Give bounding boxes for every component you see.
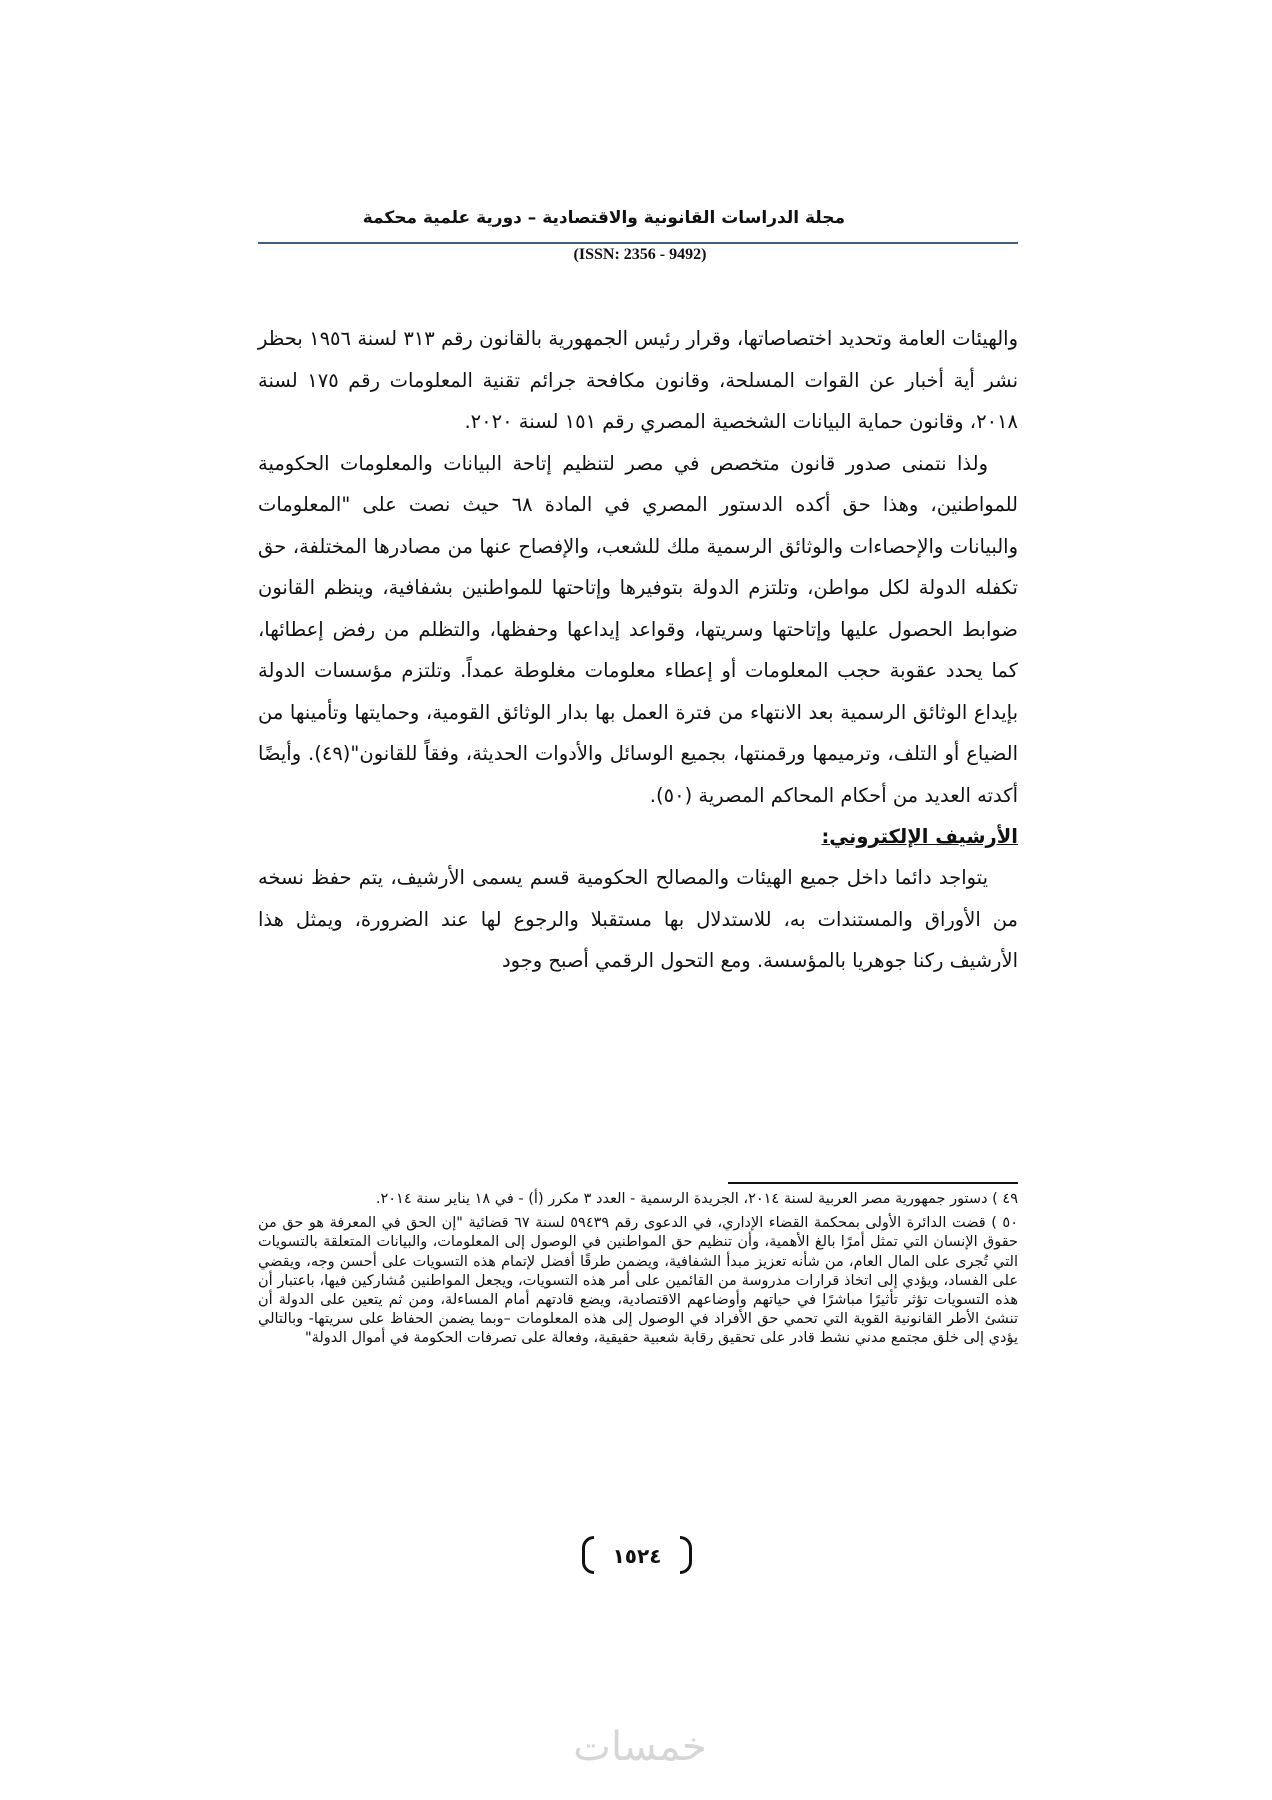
paragraph-2: ولذا نتمنى صدور قانون متخصص في مصر لتنظيم إتاحة البيانات والمعلومات الحكومية للمواطنين، وهذا حق أكده الدستور المصري في المادة ٦٨ حيث نصت على "المعلومات والبيانات والإحصاءات والوثائق الرسمية ملك للشعب، والإفصاح عنها من مصادرها المختلفة، حق تكفله الدولة لكل مواطن، وتلتزم الدولة بتوفيرها وإتاحتها للمواطنين بشفافية، وينظم القانون ضوابط الحصول عليها وإتاحتها وسريتها، وقواعد إيداعها وحفظها، والتظلم من رفض إعطائها، كما يحدد عقوبة حجب المعلومات أو إعطاء معلومات مغلوطة عمداً. وتلتزم مؤسسات الدولة بإيداع الوثائق الرسمية بعد الانتهاء من فترة العمل بها بدار الوثائق القومية، وحمايتها وتأمينها من الضياع أو التلف، وترميمها ورقمنتها، بجميع الوسائل والأدوات الحديثة، وفقاً للقانون"(٤٩). وأيضًا أكدته العديد من أحكام المحاكم المصرية (٥٠).: [258, 451, 1018, 807]
header-rule: [258, 242, 1018, 244]
paragraph-1: والهيئات العامة وتحديد اختصاصاتها، وقرار رئيس الجمهورية بالقانون رقم ٣١٣ لسنة ١٩٥٦ بحظر نشر أية أخبار عن القوات المسلحة، وقانون مكافحة جرائم تقنية المعلومات رقم ١٧٥ لسنة ٢٠١٨، وقانون حماية البيانات الشخصية المصري رقم ١٥١ لسنة ٢٠٢٠.: [258, 327, 1019, 433]
bracket-left-icon: [582, 1536, 594, 1574]
page-number: [582, 1536, 692, 1576]
paragraph-3: يتواجد دائما داخل جميع الهيئات والمصالح الحكومية قسم يسمى الأرشيف، يتم حفظ نسخه من الأوراق والمستندات به، للاستدلال بها مستقبلا والرجوع لها عند الضرورة، ويمثل هذا الأرشيف ركنا جوهريا بالمؤسسة. ومع التحول الرقمي أصبح وجود: [258, 866, 1018, 972]
issn: (ISSN: 2356 - 9492): [573, 246, 707, 263]
section-title: الأرشيف الإلكتروني:: [821, 825, 1018, 848]
page-number-text: ١٥٢٤: [612, 1544, 662, 1568]
footnotes: [258, 1190, 1018, 1354]
watermark-logo: خمسات: [573, 1724, 707, 1770]
footnote-separator: [728, 1182, 1018, 1184]
bracket-right-icon: [680, 1536, 692, 1574]
footnote-50: ٥٠ ) قضت الدائرة الأولى بمحكمة القضاء الإداري، في الدعوى رقم ٥٩٤٣٩ لسنة ٦٧ قضائية "إن الحق في المعرفة هو حق من حقوق الإنسان التي تمثل أمرًا بالغ الأهمية، وأن تنظيم حق المواطنين في الوصول إلى المعلومات، والبيانات المتعلقة بالتسويات التي تُجرى على المال العام، من شأنه تعزيز مبدأ الشفافية، ويضمن طرقًا أفضل لإتمام هذه التسويات على أحسن وجه، ويقضي على الفساد، ويؤدي إلى اتخاذ قرارات مدروسة من القائمين على أمر هذه التسويات، ويجعل المواطنين مُشاركين فيها، باعتبار أن هذه التسويات تؤثر تأثيرًا مباشرًا في حياتهم وأوضاعهم الاقتصادية، ويضع قادتهم أمام المساءلة، ومن ثم يتعين على الدولة أن تنشئ الأطر القانونية القوية التي تحمي حق الأفراد في الوصول إلى هذه المعلومات –وبما يضمن الحفاظ على سريتها- وبالتالي يؤدي إلى خلق مجتمع مدني نشط قادر على تحقيق رقابة شعبية حقيقية، وفعالة على تصرفات الحكومة في أموال الدولة": [258, 1215, 1018, 1347]
main-text: [258, 318, 1018, 982]
journal-title: مجلة الدراسات القانونية والاقتصادية – دورية علمية محكمة: [362, 208, 845, 228]
footnote-49: ٤٩ ) دستور جمهورية مصر العربية لسنة ٢٠١٤، الجريدة الرسمية - العدد ٣ مكرر (أ) - في ١٨ يناير سنة ٢٠١٤.: [375, 1191, 1018, 1207]
